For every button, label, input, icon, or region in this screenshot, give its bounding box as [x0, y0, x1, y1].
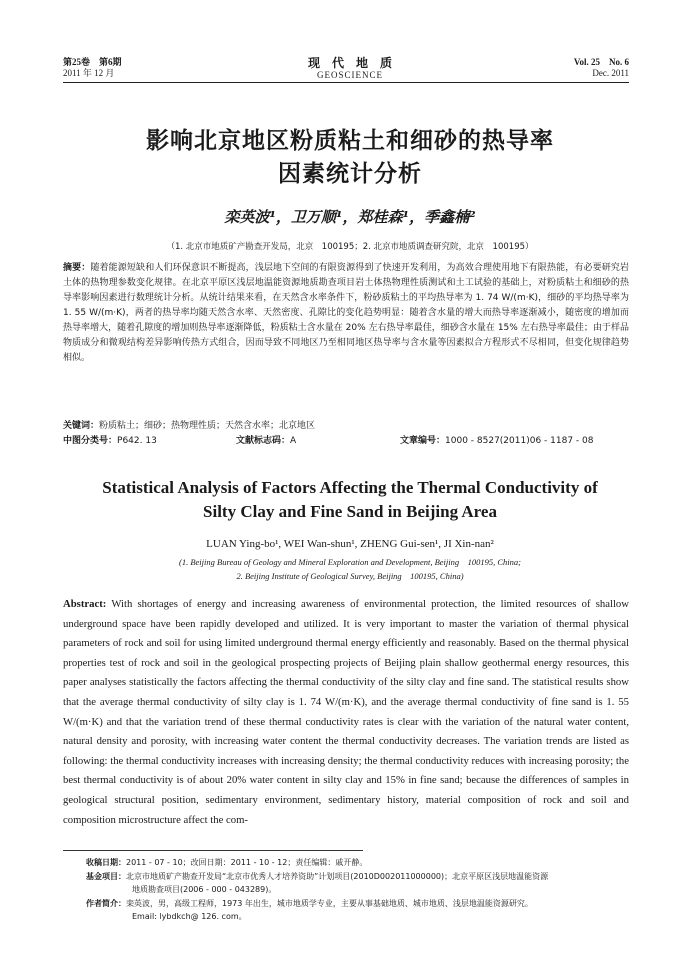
date-en: Dec. 2011: [592, 68, 629, 78]
fund-label: 基金项目：: [86, 871, 126, 881]
fund: [86, 870, 646, 884]
abstract-en: [63, 595, 629, 830]
abstract-cn-text: 随着能源短缺和人们环保意识不断提高，浅层地下空间的有限资源得到了快速开发利用，为高效合理使用地下有限热能，有必要研究岩土体的热物理参数变化规律。在北京平原区浅层地温能资源地质勘查项目岩土体热物理性质测试和土工试验的基础上，对粉质粘土和细砂的热导率影响因素进行数理统计分析。从统计结果来看，在天然含水率条件下，粉砂质粘土的平均热导率为 1. 74 W/(m·K)，细砂的平均热导率为 1. 55 W/(m·K)，两者的热导率均随天然含水率、天然密度、孔隙比的变化趋势明显：随着含水量的增大而热导率逐渐减小，随密度的增加而热导率增大，随着孔隙度的增加则热导率逐渐降低，粉质粘土含水量在 20% 左右热导率最佳，细砂含水量在 15% 左右热导率最佳；由于样品物质成分和微观结构差异影响传热方式组合，因而导致不同地区乃至相同地区热导率与含水量等因素拟合方程形式不尽相同，但变化规律趋势相似。: [63, 263, 629, 363]
fund-line1: 北京市地质矿产勘查开发局“北京市优秀人才培养资助”计划项目(2010D002011000000)；北京平原区浅层地温能资源: [126, 871, 549, 881]
author-label: 作者简介：: [86, 898, 126, 908]
journal-title-en: GEOSCIENCE: [317, 70, 383, 80]
footnote-rule: [63, 850, 363, 851]
date-cn: 2011 年 12 月: [63, 68, 115, 78]
footnotes: [86, 856, 646, 924]
volume-issue-en: Vol. 25 No. 6: [573, 57, 629, 67]
keywords-cn: [63, 419, 629, 434]
clc-label: 中图分类号：: [63, 436, 118, 446]
title-cn-line2: 因素统计分析: [278, 161, 422, 187]
doc-label: 文献标志码：: [236, 436, 291, 446]
affiliation-en-1: (1. Beijing Bureau of Geology and Mineral Exploration and Development, Beijing 100195, China;: [179, 557, 521, 567]
abstract-cn: [63, 261, 629, 366]
received-label: 收稿日期：: [86, 858, 126, 867]
abstract-cn-label: 摘要：: [63, 263, 91, 273]
article-value: 1000 - 8527(2011)06 - 1187 - 08: [445, 436, 594, 446]
article-number: [400, 434, 593, 449]
title-en-line1: Statistical Analysis of Factors Affecting the Thermal Conductivity of: [102, 478, 598, 497]
author-bio: [86, 897, 646, 911]
affiliation-cn: （1. 北京市地质矿产勘查开发局，北京 100195；2. 北京市地质调查研究院，北京 100195）: [166, 242, 534, 252]
fund-line2: 地质勘查项目(2006 - 000 - 043289)。: [132, 885, 277, 894]
title-en-line2: Silty Clay and Fine Sand in Beijing Area: [203, 502, 497, 521]
header-rule: [63, 82, 629, 83]
document-code: [236, 434, 296, 449]
received-date: [86, 856, 646, 870]
article-label: 文章编号：: [400, 436, 446, 446]
doc-value: A: [290, 436, 297, 446]
received-value: 2011 - 07 - 10；改回日期：2011 - 10 - 12；责任编辑：戚开静。: [126, 858, 368, 867]
clc-code: [63, 434, 157, 449]
journal-title-cn: 现 代 地 质: [307, 56, 392, 70]
author-email: Email: lybdkch@ 126. com。: [132, 912, 247, 921]
clc-value: P642. 13: [117, 436, 157, 446]
volume-issue-cn: 第25卷 第6期: [63, 57, 122, 67]
abstract-en-label: Abstract:: [63, 598, 107, 610]
keywords-cn-label: 关键词：: [63, 421, 100, 431]
affiliation-en-2: 2. Beijing Institute of Geological Survey, Beijing 100195, China): [236, 571, 464, 581]
abstract-en-text: With shortages of energy and increasing awareness of environmental protection, the limited resources of shallow underground space have been rapidly developed and utilized. It is very important to master the variation of thermal physical parameters of rock and soil for using limited underground thermal energy efficiently and reasonably. Based on the thermal physical properties test of rock and soil in the geological prospecting projects of Beijing plain shallow geothermal energy resources, this paper analyses statistically the factors affecting the thermal conductivity of the silty clay and fine sand. The statistical results show that the average thermal conductivity of silty clay is 1. 74 W/(m·K), and the average thermal conductivity of fine sand is 1. 55 W/(m·K) and that the variation trend of these thermal conductivity rates is clear with the variation of the natural water content, natural density and porosity, with increasing water content the thermal conductivity decreases. The variation trends are listed as following: the thermal conductivity increases with increasing density; the thermal conductivity reduces with increasing porosity; the best thermal conductivity is of about 20% water content in silty clay and 15% in fine sand; because the differences of samples in geological structural position, sedimentary environment, sedimentary history, material composition of rock and soil and composition microstructure affect the com-: [63, 598, 629, 826]
title-cn-line1: 影响北京地区粉质粘土和细砂的热导率: [146, 128, 554, 154]
authors-cn: 栾英波¹，卫万顺¹，郑桂森¹，季鑫楠²: [224, 208, 476, 226]
authors-en: LUAN Ying-bo¹, WEI Wan-shun¹, ZHENG Gui-sen¹, JI Xin-nan²: [206, 538, 494, 550]
author-bio-line1: 栾英波，男，高级工程师，1973 年出生，城市地质学专业，主要从事基础地质、城市地质、浅层地温能资源研究。: [126, 898, 533, 908]
keywords-cn-text: 粉质粘土；细砂；热物理性质；天然含水率；北京地区: [99, 421, 316, 431]
